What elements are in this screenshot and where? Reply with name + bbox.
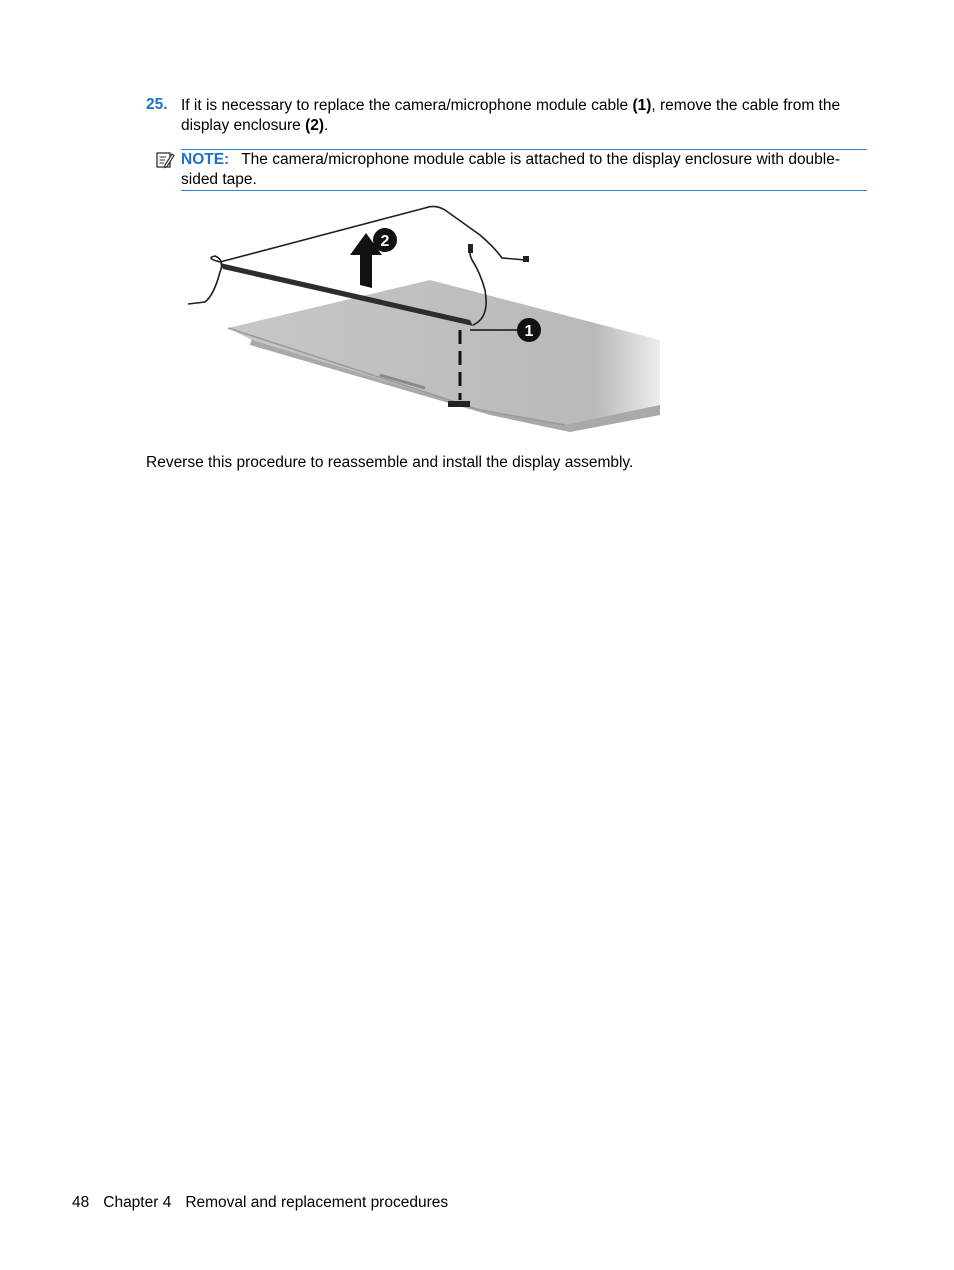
step-text: If it is necessary to replace the camera/microphone module cable (1), remove the cable from the display enclosure (2). xyxy=(181,97,841,134)
callout-ref-1: (1) xyxy=(632,97,652,114)
display-cable-illustration xyxy=(180,200,670,440)
display-enclosure xyxy=(228,280,660,425)
note-label: NOTE: xyxy=(181,151,230,168)
note-icon xyxy=(155,150,175,170)
chapter-label: Chapter 4 xyxy=(103,1194,172,1211)
step-25 xyxy=(146,96,868,135)
note-text: The camera/microphone module cable is attached to the display enclosure with double-sided tape. xyxy=(181,151,841,188)
chapter-title: Removal and replacement procedures xyxy=(185,1194,449,1211)
svg-text:2: 2 xyxy=(380,233,390,250)
callout-ref-2: (2) xyxy=(305,116,325,134)
note-box xyxy=(181,149,867,191)
callout-1-badge xyxy=(517,318,541,342)
page-number: 48 xyxy=(72,1194,90,1211)
step-number: 25. xyxy=(146,96,168,113)
svg-text:1: 1 xyxy=(524,323,534,340)
closing-text: Reverse this procedure to reassemble and install the display assembly. xyxy=(146,454,634,471)
connector-bottom xyxy=(448,401,470,407)
callout-2-badge xyxy=(373,228,397,252)
page-footer xyxy=(72,1193,462,1213)
